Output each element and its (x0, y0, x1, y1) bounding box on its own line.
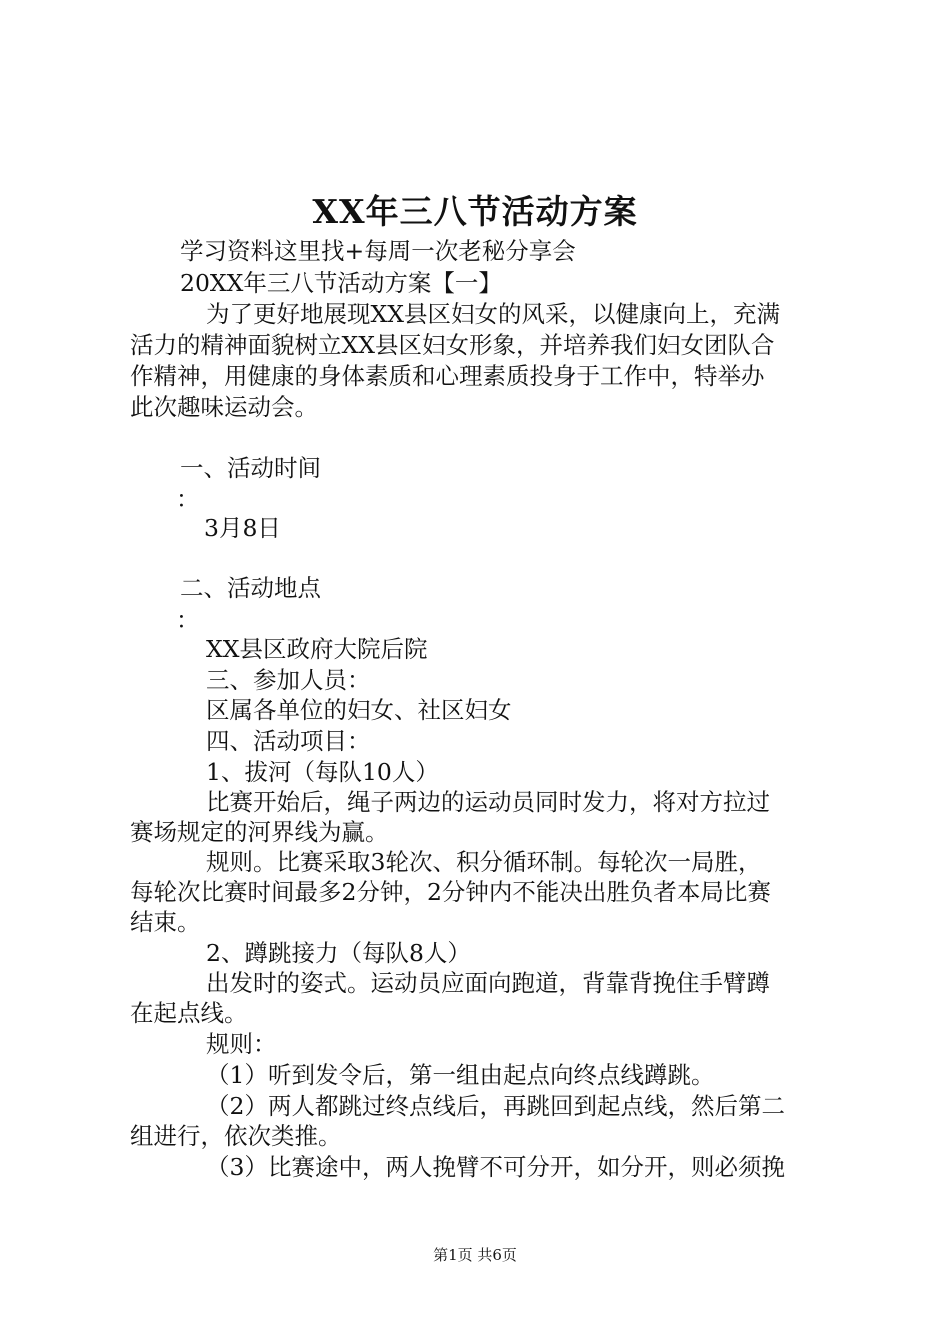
section-heading: 四、活动项目： (206, 727, 371, 755)
text-line: 赛场规定的河界线为赢。 (130, 818, 389, 846)
text-line: 1、拔河（每队10人） (206, 758, 439, 786)
text-line: 每轮次比赛时间最多2分钟，2分钟内不能决出胜负者本局比赛 (130, 878, 771, 906)
text-line: 3月8日 (204, 514, 281, 542)
section-heading: 二、活动地点 (180, 574, 321, 602)
page-footer: 第1页 共6页 (433, 1246, 517, 1264)
text-line: 结束。 (130, 908, 201, 936)
text-line: （1）听到发令后，第一组由起点向终点线蹲跳。 (206, 1061, 715, 1089)
text-line: 学习资料这里找+每周一次老秘分享会 (180, 237, 576, 265)
text-line: 组进行，依次类推。 (130, 1122, 342, 1150)
text-line: （3）比赛途中，两人挽臂不可分开，如分开，则必须挽 (206, 1153, 785, 1181)
text-line: 在起点线。 (130, 999, 248, 1027)
text-line: 活力的精神面貌树立XX县区妇女形象，并培养我们妇女团队合 (130, 331, 775, 359)
text-line: （2）两人都跳过终点线后，再跳回到起点线，然后第二 (206, 1092, 785, 1120)
text-line: 规则。比赛采取3轮次、积分循环制。每轮次一局胜， (206, 848, 762, 876)
text-line: 此次趣味运动会。 (130, 393, 318, 421)
text-line: 区属各单位的妇女、社区妇女 (206, 696, 512, 724)
text-line: 作精神，用健康的身体素质和心理素质投身于工作中，特举办 (130, 362, 765, 390)
text-line: 规则： (206, 1030, 277, 1058)
text-line: 比赛开始后，绳子两边的运动员同时发力，将对方拉过 (206, 788, 770, 816)
text-line: 2、蹲跳接力（每队8人） (206, 939, 471, 967)
document-title: XX年三八节活动方案 (312, 192, 638, 231)
text-line: 为了更好地展现XX县区妇女的风采，以健康向上，充满 (206, 300, 780, 328)
section-heading: 三、参加人员： (206, 666, 371, 694)
text-line: XX县区政府大院后院 (206, 635, 428, 663)
text-line: ： (176, 485, 200, 513)
section-heading: 一、活动时间 (180, 454, 321, 482)
text-line: 出发时的姿式。运动员应面向跑道，背靠背挽住手臂蹲 (206, 969, 770, 997)
text-line: 20XX年三八节活动方案【一】 (180, 269, 502, 297)
text-line: ： (176, 606, 200, 634)
